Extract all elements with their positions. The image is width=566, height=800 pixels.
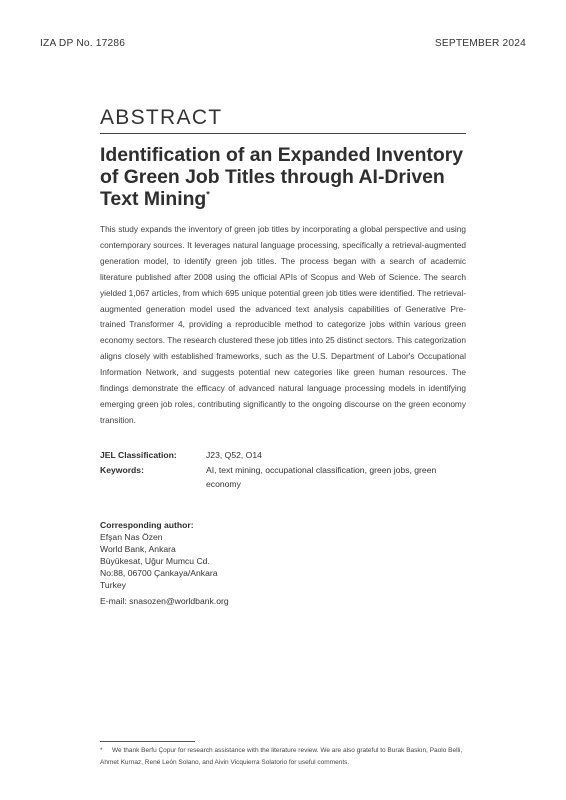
jel-label: JEL Classification:: [100, 450, 177, 460]
footnote-text: We thank Berfu Çopur for research assistance with the literature review. We are also grateful to Burak Baskın, Paolo Belli, Ahmet Kurnaz, René León Solano, and Aivin Vicquierra Solatorio for useful comments.: [100, 747, 463, 766]
corresponding-author-label: Corresponding author:: [100, 520, 194, 530]
footnote: [100, 745, 466, 769]
author-street: Büyükesat, Uğur Mumcu Cd.: [100, 556, 210, 567]
series-number: IZA DP No. 17286: [40, 38, 126, 49]
abstract-body: This study expands the inventory of green job titles by incorporating a global perspective and using contemporary sources. It leverages natural language processing, specifically a retrieval-augmented generation model, to identify green job titles. The process began with a search of academic literature published after 2008 using the official APIs of Scopus and Web of Science. The search yielded 1,067 articles, from which 695 unique potential green job titles were identified. The retrieval-augmented generation model used the advanced text analysis capabilities of Generative Pre-trained Transformer 4, providing a reproducible method to categorize jobs within various green economy sectors. The research clustered these job titles into 25 distinct sectors. This categorization aligns closely with established frameworks, such as the U.S. Department of Labor's Occupational Information Network, and suggests potential new categories like green human resources. The findings demonstrate the efficacy of advanced natural language processing models in identifying emerging green job roles, contributing significantly to the ongoing discourse on the green economy transition.: [100, 224, 466, 425]
corresponding-author-block: [100, 519, 229, 607]
section-label-abstract: ABSTRACT: [100, 106, 223, 129]
section-divider: [100, 133, 466, 134]
author-city: No:88, 06700 Çankaya/Ankara: [100, 568, 218, 579]
keywords-label: Keywords:: [100, 465, 144, 475]
author-institution: World Bank, Ankara: [100, 544, 176, 555]
keywords-value: AI, text mining, occupational classification, green jobs, green economy: [206, 465, 437, 489]
jel-codes: J23, Q52, O14: [206, 450, 262, 460]
paper-title: [100, 144, 480, 210]
author-name: Efşan Nas Özen: [100, 532, 163, 543]
footnote-mark: *: [100, 747, 103, 754]
paper-title-text: Identification of an Expanded Inventory of Green Job Titles through AI-Driven Text Mining: [100, 144, 464, 210]
publication-date: SEPTEMBER 2024: [434, 38, 526, 49]
author-email: E-mail: snasozen@worldbank.org: [100, 595, 229, 606]
author-country: Turkey: [100, 580, 126, 591]
footnote-divider: [100, 741, 195, 742]
title-footnote-mark: *: [206, 189, 210, 200]
